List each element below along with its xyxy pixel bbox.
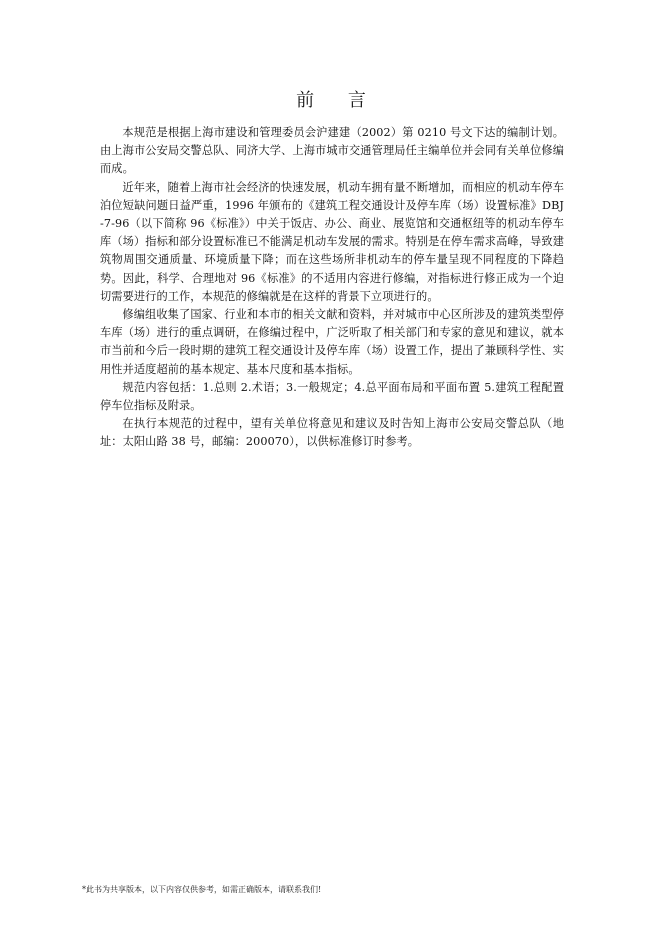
paragraph-4: 规范内容包括：1.总则 2.术语；3.一般规定；4.总平面布局和平面布置 5.建筑工程配置停车位指标及附录。: [100, 380, 564, 413]
paragraph-2: 近年来，随着上海市社会经济的快速发展，机动车拥有量不断增加，而相应的机动车停车泊位短缺问题日益严重，1996 年颁布的《建筑工程交通设计及停车库（场）设置标准》DBJ-7-96（以下简称 96《标准》）中关于饭店、办公、商业、展览馆和交通枢纽等的机动车停车库（场）指标和部分设置标准已不能满足机动车发展的需求。特别是在停车需求高峰，导致建筑物周围交通质量、环境质量下降；而在这些场所非机动车的停车量呈现不同程度的下降趋势。因此，科学、合理地对 96《标准》的不适用内容进行修编，对指标进行修正成为一个迫切需要进行的工作，本规范的修编就是在这样的背景下立项进行的。: [100, 180, 564, 303]
footer-note: *此书为共享版本，以下内容仅供参考，如需正确版本，请联系我们!: [82, 885, 322, 894]
preface-body: [100, 124, 564, 452]
page-title: 前 言: [296, 90, 380, 111]
paragraph-1: 本规范是根据上海市建设和管理委员会沪建建（2002）第 0210 号文下达的编制计划。由上海市公安局交警总队、同济大学、上海市城市交通管理局任主编单位并会同有关单位修编而成。: [100, 126, 564, 176]
paragraph-5: 在执行本规范的过程中，望有关单位将意见和建议及时告知上海市公安局交警总队（地址：太阳山路 38 号，邮编：200070），以供标准修订时参考。: [100, 417, 564, 449]
paragraph-3: 修编组收集了国家、行业和本市的相关文献和资料，并对城市中心区所涉及的建筑类型停车库（场）进行的重点调研，在修编过程中，广泛听取了相关部门和专家的意见和建议，就本市当前和今后一段时期的建筑工程交通设计及停车库（场）设置工作，提出了兼顾科学性、实用性并适度超前的基本规定、基本尺度和基本指标。: [100, 308, 564, 376]
